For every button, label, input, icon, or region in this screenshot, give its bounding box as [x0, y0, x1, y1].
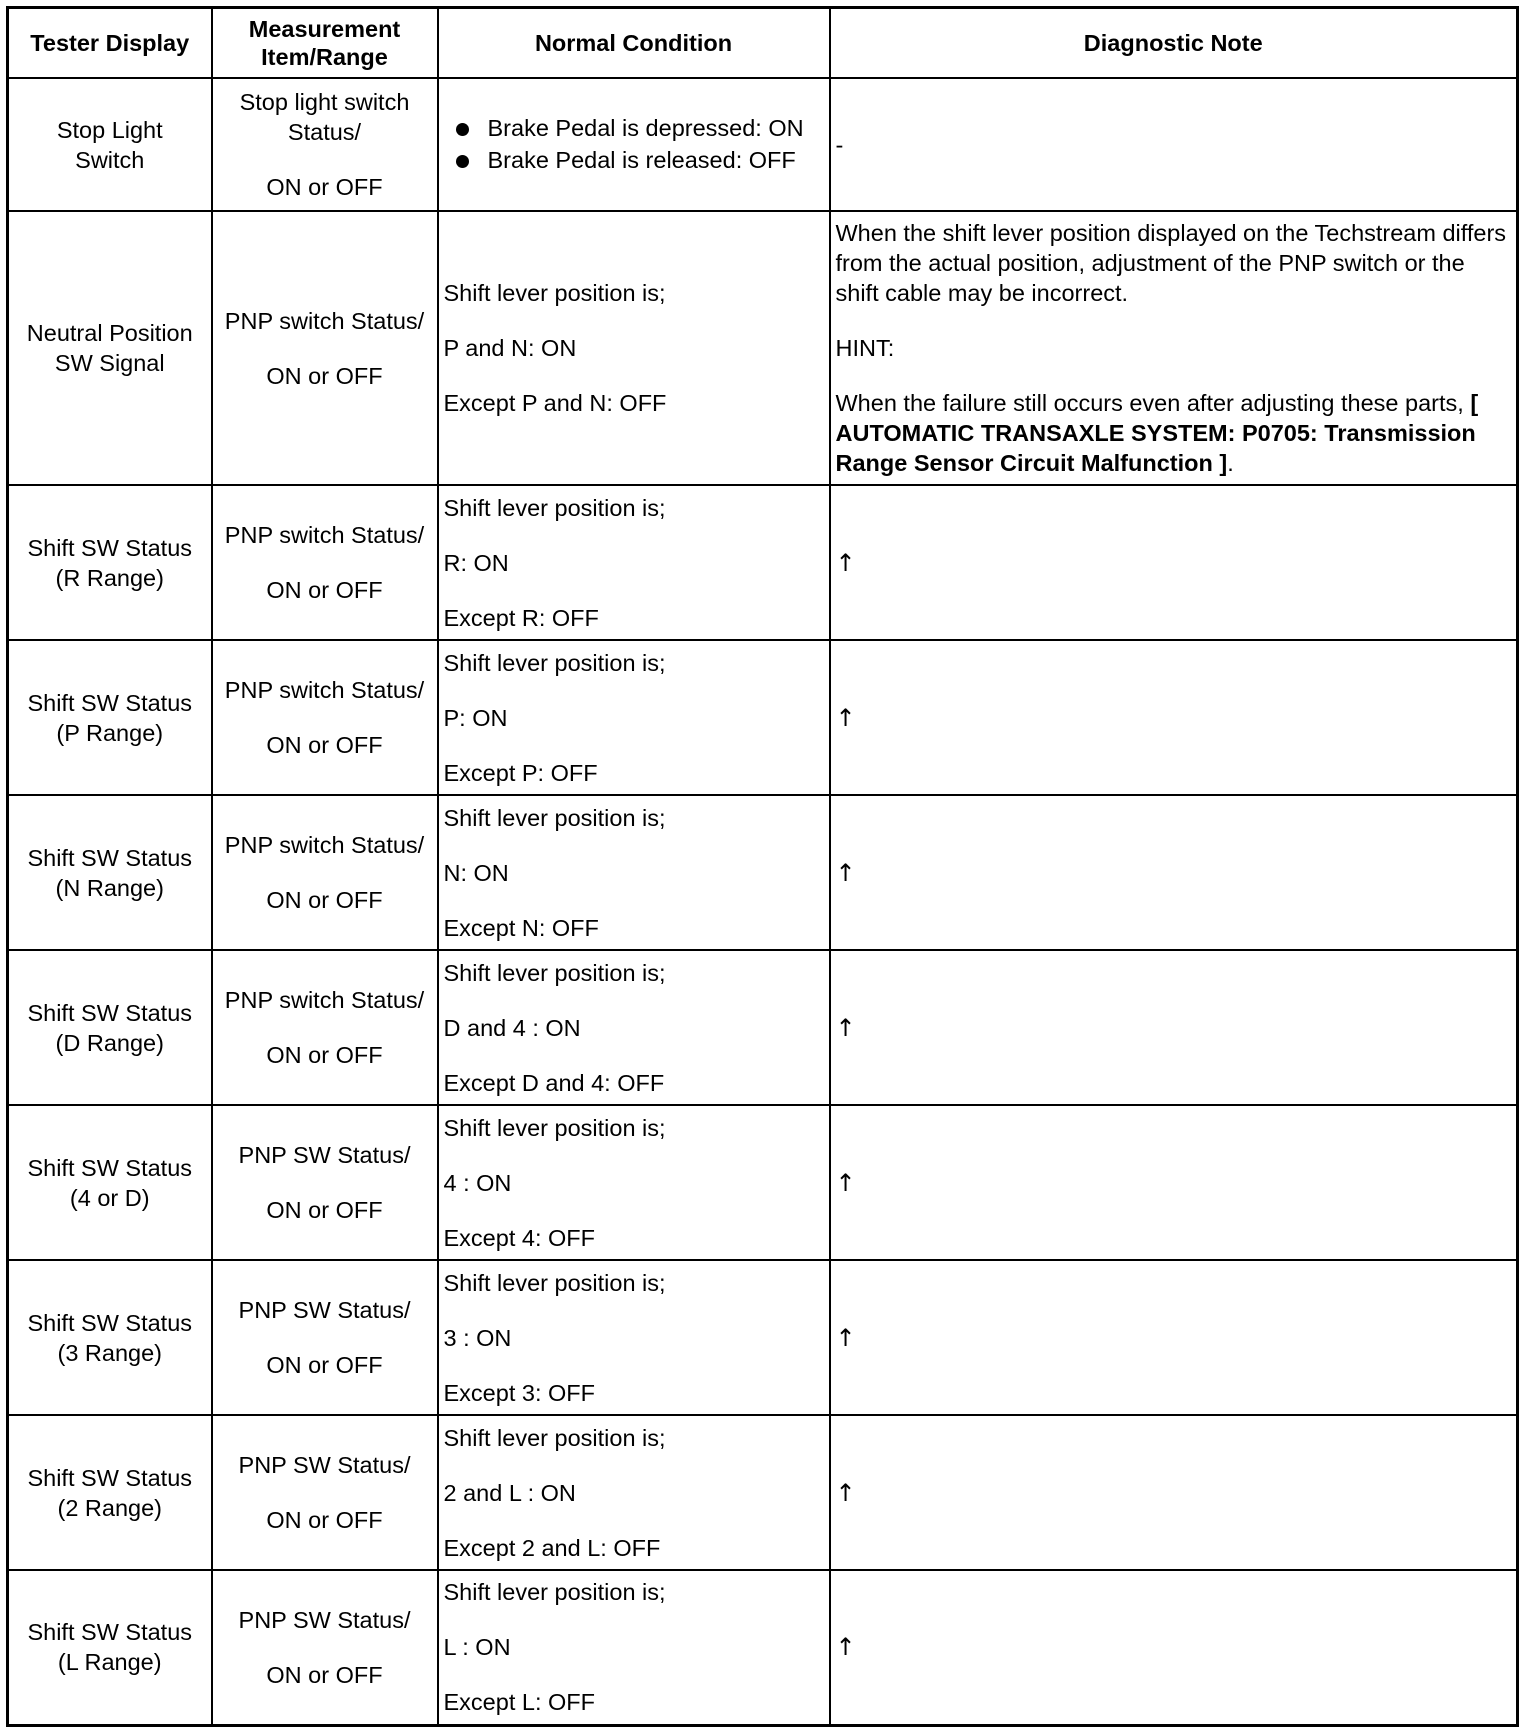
tester-display-name: Shift SW Status: [27, 1464, 193, 1491]
measurement-line: PNP switch Status/: [224, 987, 425, 1013]
table-row-stop-light: [8, 78, 1518, 211]
same-as-above-arrow-icon: ↑: [835, 1013, 856, 1042]
condition-on: 4 : ON: [443, 1169, 512, 1196]
condition-line: Shift lever position is;: [443, 494, 666, 521]
condition-on: N: ON: [443, 859, 509, 886]
tester-display-cell: [8, 1570, 212, 1725]
normal-condition-cell: [438, 640, 830, 795]
diagnostic-note-cell: [830, 640, 1518, 795]
list-item: [444, 113, 824, 143]
table-row-neutral-position: [8, 211, 1518, 485]
tester-display-name: Shift SW Status: [27, 999, 193, 1026]
measurement-cell: [212, 485, 438, 640]
tester-display-cell: [8, 1260, 212, 1415]
measurement-range: ON or OFF: [266, 577, 383, 603]
normal-condition-cell: [438, 1570, 830, 1725]
condition-line: Shift lever position is;: [443, 1579, 666, 1606]
condition-text: Brake Pedal is released: OFF: [487, 146, 796, 173]
tester-display-cell: Neutral Position SW Signal: [8, 211, 212, 485]
condition-off: Except P and N: OFF: [443, 390, 667, 416]
measurement-line: PNP switch Status/: [224, 307, 425, 334]
table-row: [8, 950, 1518, 1105]
diagnostic-note-cell: [830, 795, 1518, 950]
measurement-cell: [212, 640, 438, 795]
tester-display-cell: Stop Light Switch: [8, 78, 212, 211]
dtc-reference-link[interactable]: [ AUTOMATIC TRANSAXLE SYSTEM: P0705: Transmission Range Sensor Circuit Malfunction ]: [835, 390, 1479, 476]
normal-condition-cell: [438, 485, 830, 640]
tester-display-range: (P Range): [56, 719, 164, 746]
measurement-cell: [212, 1105, 438, 1260]
data-list-table: [6, 6, 1519, 1727]
tester-display-name: Shift SW Status: [27, 1154, 193, 1181]
tester-display-range: (L Range): [57, 1649, 162, 1676]
condition-off: Except L: OFF: [443, 1689, 595, 1716]
measurement-range: ON or OFF: [266, 1197, 383, 1223]
tester-display-range: (N Range): [55, 874, 164, 901]
list-item: [444, 145, 824, 175]
bullet-icon: [456, 155, 469, 168]
normal-condition-cell: [438, 1105, 830, 1260]
header-row: [8, 8, 1518, 79]
measurement-cell: [212, 1260, 438, 1415]
tester-display-cell: [8, 640, 212, 795]
condition-off: Except R: OFF: [443, 604, 599, 631]
measurement-cell: [212, 950, 438, 1105]
measurement-line: PNP switch Status/: [224, 832, 425, 858]
tester-display-range: (R Range): [55, 564, 164, 591]
table-row: [8, 1570, 1518, 1725]
diagnostic-note-cell: [830, 1415, 1518, 1570]
diagnostic-note-cell: [830, 1260, 1518, 1415]
same-as-above-arrow-icon: ↑: [835, 1168, 856, 1197]
normal-condition-cell: [438, 795, 830, 950]
measurement-line: PNP SW Status/: [238, 1297, 411, 1323]
table-row: [8, 485, 1518, 640]
measurement-line: PNP SW Status/: [238, 1142, 411, 1168]
tester-display-cell: [8, 1105, 212, 1260]
tester-display-range: (D Range): [55, 1029, 164, 1056]
normal-condition-cell: [438, 1415, 830, 1570]
measurement-line: PNP SW Status/: [238, 1452, 411, 1478]
condition-off: Except 2 and L: OFF: [443, 1534, 661, 1561]
note-period: .: [1227, 450, 1234, 476]
condition-line: Shift lever position is;: [443, 1424, 666, 1451]
diagnostic-note-cell: [830, 950, 1518, 1105]
diagnostic-note-cell: [830, 1570, 1518, 1725]
bullet-icon: [456, 123, 469, 136]
diagnostic-note-cell: [830, 211, 1518, 485]
tester-display-name: Shift SW Status: [27, 1309, 193, 1336]
header-normal-condition: Normal Condition: [438, 8, 830, 79]
condition-bullet-list: [444, 113, 824, 175]
same-as-above-arrow-icon: ↑: [835, 548, 856, 577]
condition-on: R: ON: [443, 549, 509, 576]
condition-line: Shift lever position is;: [443, 959, 666, 986]
note-hint-label: HINT:: [835, 335, 895, 361]
condition-line: Shift lever position is;: [443, 280, 666, 306]
header-measurement: Measurement Item/Range: [212, 8, 438, 79]
measurement-range: ON or OFF: [266, 1042, 383, 1068]
condition-off: Except P: OFF: [443, 759, 598, 786]
condition-off: Except 4: OFF: [443, 1224, 595, 1251]
tester-display-name: Shift SW Status: [27, 844, 193, 871]
measurement-cell: [212, 211, 438, 485]
same-as-above-arrow-icon: ↑: [835, 703, 856, 732]
table-row: [8, 1105, 1518, 1260]
diagnostic-note-cell: -: [830, 78, 1518, 211]
note-paragraph: When the shift lever position displayed on the Techstream differs from the actual position, adjustment of the PNP switch or the shift cable may be incorrect.: [835, 220, 1507, 306]
measurement-range: ON or OFF: [266, 1507, 383, 1533]
diagnostic-note-cell: [830, 485, 1518, 640]
normal-condition-cell: [438, 211, 830, 485]
tester-display-cell: [8, 950, 212, 1105]
measurement-range: ON or OFF: [266, 1352, 383, 1378]
measurement-line: PNP SW Status/: [238, 1606, 411, 1633]
tester-display-range: (3 Range): [57, 1339, 162, 1366]
condition-on: D and 4 : ON: [443, 1014, 581, 1041]
condition-line: Shift lever position is;: [443, 1269, 666, 1296]
condition-on: P: ON: [443, 704, 508, 731]
condition-on: 3 : ON: [443, 1324, 512, 1351]
measurement-range: ON or OFF: [266, 362, 383, 389]
condition-on: 2 and L : ON: [443, 1479, 576, 1506]
measurement-range: ON or OFF: [266, 732, 383, 758]
measurement-cell: [212, 1570, 438, 1725]
measurement-range: ON or OFF: [266, 174, 383, 200]
measurement-cell: [212, 1415, 438, 1570]
condition-line: Shift lever position is;: [443, 1114, 666, 1141]
note-paragraph: [836, 388, 1512, 478]
tester-display-cell: [8, 795, 212, 950]
table-row: [8, 795, 1518, 950]
condition-line: Shift lever position is;: [443, 649, 666, 676]
condition-on: P and N: ON: [443, 335, 577, 361]
tester-display-range: (4 or D): [69, 1184, 150, 1211]
diagnostic-note-cell: [830, 1105, 1518, 1260]
tester-display-name: Shift SW Status: [27, 1619, 193, 1646]
measurement-line: PNP switch Status/: [224, 522, 425, 548]
header-diagnostic-note: Diagnostic Note: [830, 8, 1518, 79]
condition-off: Except N: OFF: [443, 914, 599, 941]
measurement-cell: [212, 795, 438, 950]
header-tester-display: Tester Display: [8, 8, 212, 79]
table-row: [8, 1415, 1518, 1570]
table-row: [8, 1260, 1518, 1415]
tester-display-name: Shift SW Status: [27, 534, 193, 561]
tester-display-cell: [8, 1415, 212, 1570]
measurement-line: Stop light switch Status/: [239, 89, 410, 145]
measurement-cell: [212, 78, 438, 211]
same-as-above-arrow-icon: ↑: [835, 858, 856, 887]
note-text: When the failure still occurs even after adjusting these parts,: [835, 390, 1464, 416]
table-row: [8, 640, 1518, 795]
tester-display-cell: [8, 485, 212, 640]
condition-text: Brake Pedal is depressed: ON: [487, 114, 804, 141]
condition-line: Shift lever position is;: [443, 804, 666, 831]
condition-off: Except D and 4: OFF: [443, 1069, 665, 1096]
measurement-range: ON or OFF: [266, 1661, 383, 1688]
tester-display-range: (2 Range): [57, 1494, 162, 1521]
condition-off: Except 3: OFF: [443, 1379, 595, 1406]
normal-condition-cell: [438, 78, 830, 211]
same-as-above-arrow-icon: ↑: [835, 1633, 856, 1662]
measurement-line: PNP switch Status/: [224, 677, 425, 703]
normal-condition-cell: [438, 950, 830, 1105]
normal-condition-cell: [438, 1260, 830, 1415]
condition-on: L : ON: [443, 1634, 511, 1661]
measurement-range: ON or OFF: [266, 887, 383, 913]
same-as-above-arrow-icon: ↑: [835, 1478, 856, 1507]
same-as-above-arrow-icon: ↑: [835, 1323, 856, 1352]
tester-display-name: Shift SW Status: [27, 689, 193, 716]
